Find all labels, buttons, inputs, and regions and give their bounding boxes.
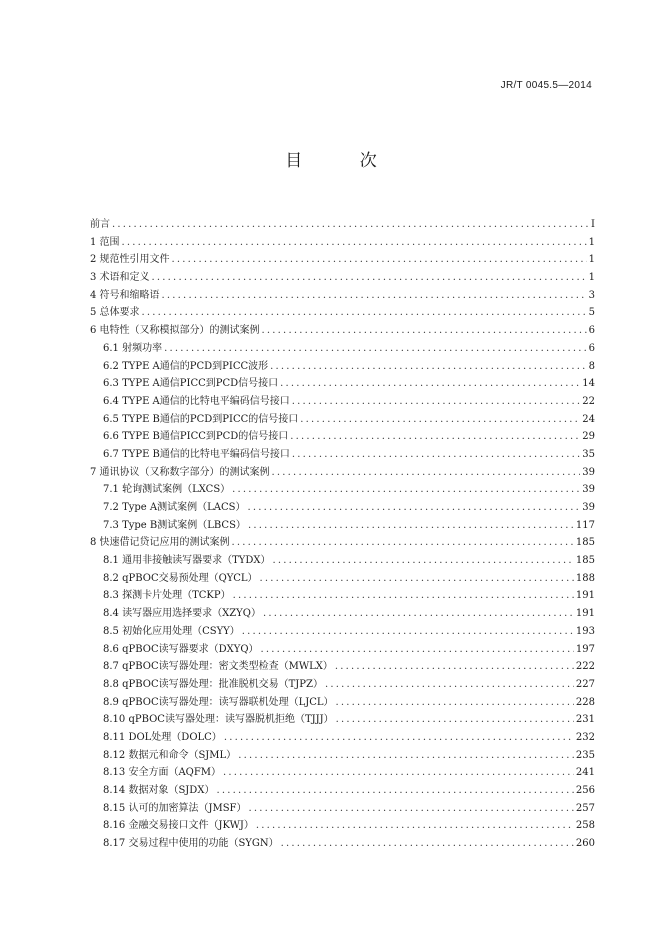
toc-entry[interactable] (90, 427, 595, 445)
dot-leader (248, 502, 581, 513)
toc-entry-page: 232 (575, 731, 595, 743)
toc-entry-label: 7.2 Type A测试案例（LACS） (103, 502, 246, 513)
toc-entry-label: 4 符号和缩略语 (90, 289, 160, 301)
toc-entry-page: I (591, 219, 595, 230)
toc-entry[interactable] (90, 728, 595, 746)
toc-entry[interactable] (90, 498, 595, 516)
dot-leader (292, 449, 580, 460)
toc-entry-label: 6 电特性（又称模拟部分）的测试案例 (90, 325, 260, 337)
dot-leader (270, 361, 586, 372)
toc-entry[interactable] (90, 533, 595, 551)
toc-entry-label: 7 通讯协议（又称数字部分）的测试案例 (90, 466, 270, 478)
toc-entry-page: 227 (575, 678, 595, 690)
toc-entry-label: 6.5 TYPE B通信的PCD到PICC的信号接口 (103, 413, 299, 425)
toc-entry[interactable] (90, 604, 595, 622)
toc-entry-label: 6.2 TYPE A通信的PCD到PICC波形 (103, 360, 269, 372)
toc-entry-label: 8.14 数据对象（SJDX） (103, 785, 215, 796)
toc-entry[interactable] (90, 799, 595, 817)
dot-leader (335, 661, 574, 672)
toc-entry-label: 前言 (90, 219, 110, 230)
toc-entry-label: 8.9 qPBOC读写器处理：读写器联机处理（LJCL） (103, 696, 334, 708)
toc-entry-page: 188 (575, 572, 595, 584)
toc-entry-label: 8.7 qPBOC读写器处理：密文类型检查（MWLX） (103, 661, 333, 673)
toc-entry[interactable] (90, 516, 595, 534)
document-code: JR/T 0045.5—2014 (500, 80, 592, 91)
toc-entry-page: 185 (575, 555, 595, 567)
toc-entry[interactable] (90, 586, 595, 604)
dot-leader (261, 644, 574, 655)
toc-entry[interactable] (90, 657, 595, 675)
toc-entry-page: 39 (582, 484, 595, 496)
toc-entry-page: 117 (575, 519, 595, 531)
toc-entry[interactable] (90, 374, 595, 392)
toc-entry[interactable] (90, 233, 595, 251)
toc-entry-label: 6.1 射频功率 (103, 342, 163, 354)
toc-entry[interactable] (90, 445, 595, 463)
toc-entry-label: 7.1 轮询测试案例（LXCS） (103, 484, 231, 496)
dot-leader (280, 378, 580, 389)
toc-entry-label: 6.4 TYPE A通信的比特电平编码信号接口 (103, 395, 290, 407)
dot-leader (336, 714, 574, 725)
dot-leader (273, 555, 574, 566)
toc-entry[interactable] (90, 339, 595, 357)
dot-leader (300, 414, 580, 425)
dot-leader (224, 732, 574, 743)
toc-entry-page: 8 (588, 360, 595, 372)
toc-entry-label: 8.5 初始化应用处理（CSYY） (103, 625, 240, 637)
dot-leader (260, 573, 574, 584)
toc-entry-label: 7.3 Type B测试案例（LBCS） (103, 519, 246, 531)
toc-entry-page: 6 (588, 325, 595, 337)
dot-leader (162, 290, 587, 301)
toc-entry-label: 8.2 qPBOC交易预处理（QYCL） (103, 572, 258, 584)
toc-entry[interactable] (90, 321, 595, 339)
toc-entry-page: 39 (582, 466, 595, 478)
toc-entry[interactable] (90, 710, 595, 728)
toc-entry-page: 1 (588, 236, 595, 248)
toc-entry-label: 3 术语和定义 (90, 272, 150, 284)
toc-entry[interactable] (90, 675, 595, 693)
dot-leader (248, 803, 573, 814)
toc-entry-page: 258 (575, 820, 595, 832)
dot-leader (172, 254, 587, 265)
toc-entry-label: 6.6 TYPE B通信PICC到PCD的信号接口 (103, 431, 289, 443)
toc-entry[interactable] (90, 693, 595, 711)
dot-leader (232, 484, 580, 495)
toc-entry-label: 6.3 TYPE A通信PICC到PCD信号接口 (103, 378, 279, 390)
dot-leader (272, 467, 581, 478)
toc-entry-page: 5 (588, 307, 595, 319)
toc-entry-label: 1 范围 (90, 236, 120, 248)
toc-entry-page: 29 (582, 431, 595, 443)
toc-entry[interactable] (90, 303, 595, 321)
toc-entry[interactable] (90, 834, 595, 852)
toc-entry[interactable] (90, 781, 595, 799)
toc-entry[interactable] (90, 392, 595, 410)
toc-entry-page: 256 (575, 785, 595, 796)
table-of-contents (90, 215, 595, 852)
toc-entry[interactable] (90, 640, 595, 658)
toc-entry-label: 2 规范性引用文件 (90, 254, 170, 266)
toc-entry-label: 8 快速借记贷记应用的测试案例 (90, 537, 230, 549)
toc-entry-page: 14 (582, 378, 595, 390)
toc-entry-page: 191 (575, 608, 595, 620)
toc-entry-label: 6.7 TYPE B通信的比特电平编码信号接口 (103, 448, 290, 460)
toc-entry-page: 6 (588, 342, 595, 354)
toc-entry-label: 8.16 金融交易接口文件（JKWJ） (103, 820, 254, 832)
toc-entry-label: 8.4 读写器应用选择要求（XZYQ） (103, 608, 261, 620)
dot-leader (216, 785, 573, 796)
dot-leader (233, 590, 574, 601)
dot-leader (256, 820, 574, 831)
toc-entry[interactable] (90, 569, 595, 587)
toc-entry-label: 8.6 qPBOC读写器要求（DXYQ） (103, 643, 259, 655)
dot-leader (281, 838, 574, 849)
toc-entry-page: 191 (575, 590, 595, 602)
toc-entry-label: 8.13 安全方面（AQFM） (103, 767, 222, 779)
toc-entry-label: 5 总体要求 (90, 307, 140, 319)
toc-entry-label: 8.11 DOL处理（DOLC） (103, 731, 222, 743)
toc-entry-page: 197 (575, 643, 595, 655)
dot-leader (262, 325, 587, 336)
toc-entry[interactable] (90, 480, 595, 498)
toc-entry-page: 228 (575, 696, 595, 708)
toc-entry-page: 257 (575, 802, 595, 814)
toc-entry-label: 8.1 通用非接触读写器要求（TYDX） (103, 555, 271, 567)
dot-leader (238, 750, 574, 761)
page-title: 目 次 (285, 151, 403, 171)
toc-entry[interactable] (90, 410, 595, 428)
toc-entry-page: 241 (575, 767, 595, 779)
dot-leader (112, 219, 589, 230)
toc-entry-label: 8.10 qPBOC读写器处理：读写器脱机拒绝（TJJJ） (103, 714, 334, 726)
toc-entry[interactable] (90, 551, 595, 569)
dot-leader (248, 520, 574, 531)
toc-entry[interactable] (90, 286, 595, 304)
toc-entry[interactable] (90, 268, 595, 286)
toc-entry-page: 3 (588, 289, 595, 301)
dot-leader (223, 767, 574, 778)
dot-leader (263, 608, 574, 619)
toc-entry[interactable] (90, 250, 595, 268)
dot-leader (336, 697, 574, 708)
toc-entry-label: 8.3 探测卡片处理（TCKP） (103, 590, 231, 602)
toc-entry-page: 35 (582, 448, 595, 460)
toc-entry-label: 8.12 数据元和命令（SJML） (103, 749, 237, 761)
dot-leader (232, 537, 574, 548)
toc-entry-page: 185 (575, 537, 595, 549)
toc-entry[interactable] (90, 357, 595, 375)
toc-entry[interactable] (90, 622, 595, 640)
toc-entry-page: 22 (582, 395, 595, 407)
dot-leader (142, 307, 587, 318)
toc-entry-page: 260 (575, 838, 595, 850)
toc-entry-label: 8.8 qPBOC读写器处理：批准脱机交易（TJPZ） (103, 678, 323, 690)
toc-entry-label: 8.17 交易过程中使用的功能（SYGN） (103, 838, 279, 850)
toc-entry-page: 1 (588, 272, 595, 284)
toc-entry[interactable] (90, 215, 595, 233)
dot-leader (164, 343, 587, 354)
toc-entry-page: 24 (582, 413, 595, 425)
toc-entry[interactable] (90, 763, 595, 781)
toc-entry[interactable] (90, 816, 595, 834)
dot-leader (152, 272, 587, 283)
toc-entry-page: 39 (582, 502, 595, 513)
dot-leader (122, 237, 587, 248)
toc-entry-page: 231 (575, 714, 595, 726)
toc-entry[interactable] (90, 463, 595, 481)
dot-leader (242, 626, 574, 637)
toc-entry[interactable] (90, 746, 595, 764)
toc-entry-page: 193 (575, 625, 595, 637)
toc-entry-page: 235 (575, 749, 595, 761)
toc-entry-page: 222 (575, 661, 595, 673)
toc-entry-page: 1 (588, 254, 595, 266)
dot-leader (292, 396, 580, 407)
dot-leader (325, 679, 574, 690)
toc-entry-label: 8.15 认可的加密算法（JMSF） (103, 802, 247, 814)
dot-leader (290, 431, 580, 442)
